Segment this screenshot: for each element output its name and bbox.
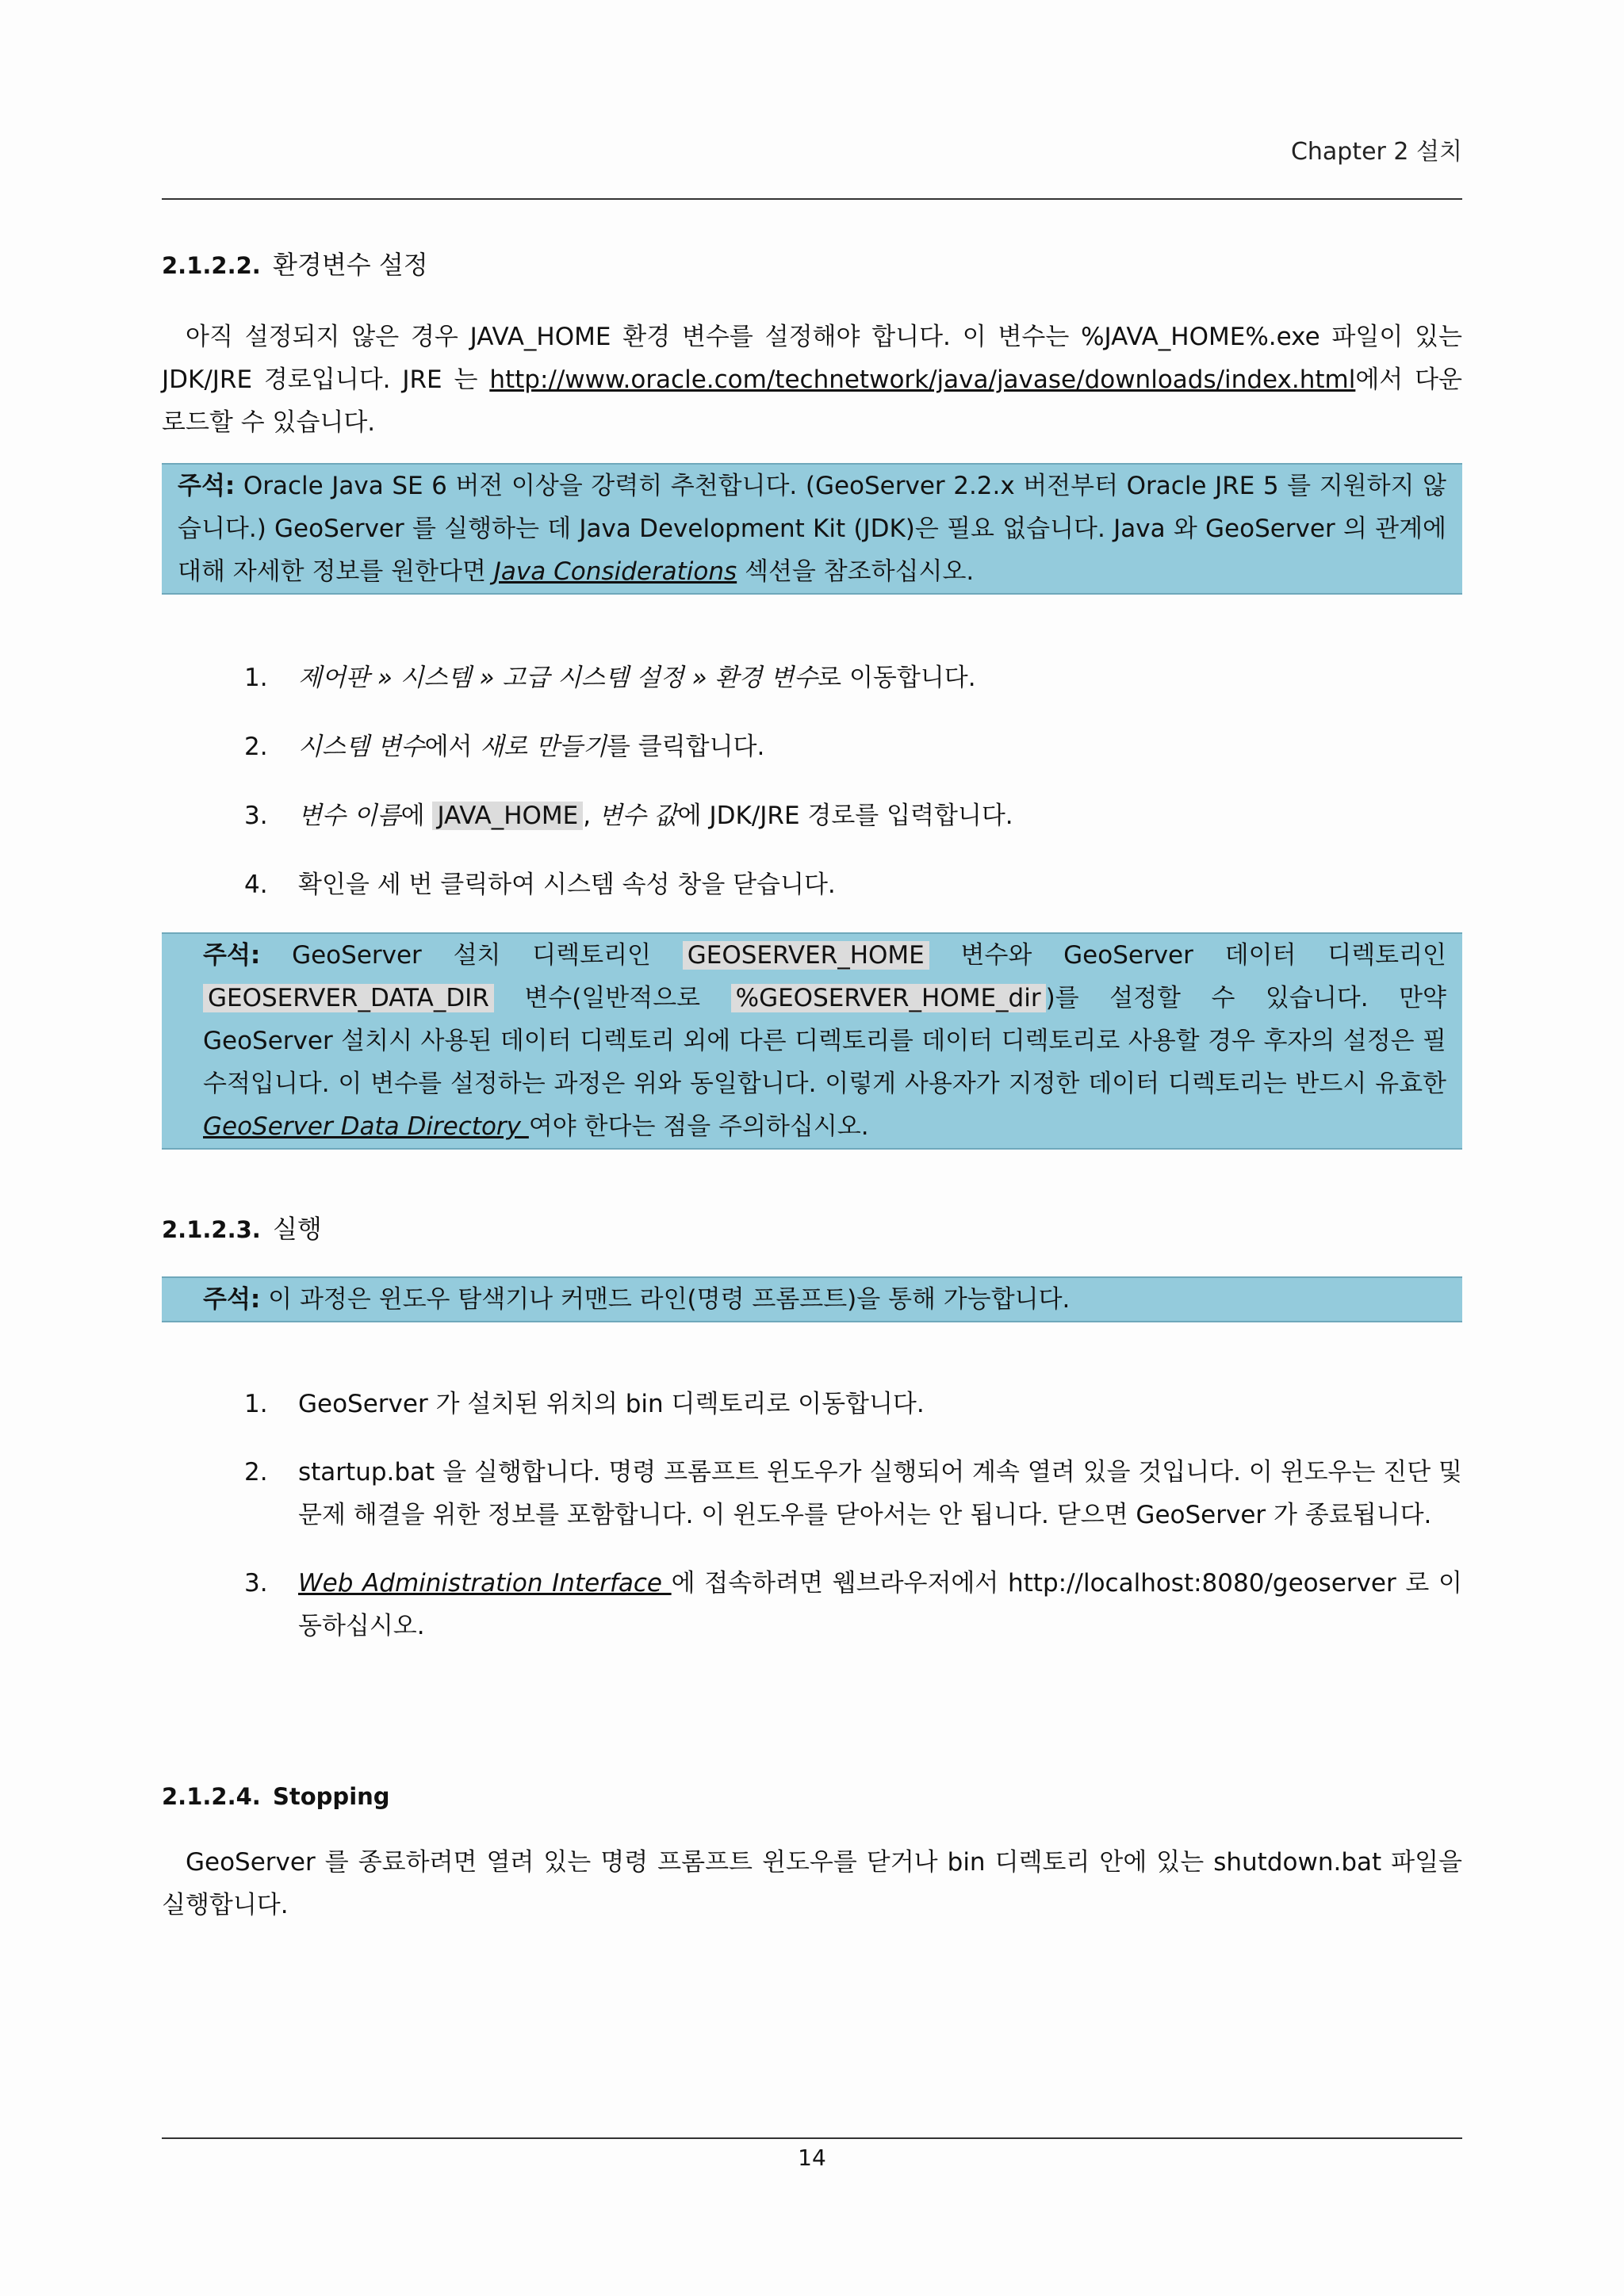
list-item xyxy=(162,863,1462,906)
oracle-download-link[interactable]: http://www.oracle.com/technetwork/java/javase/downloads/index.html xyxy=(489,365,1356,394)
code-geoserver-home: GEOSERVER_HOME xyxy=(683,941,929,970)
section-number: 2.1.2.3. xyxy=(162,1216,261,1243)
note-label: 주석: xyxy=(203,1285,261,1314)
menu-path: 제어판 » 시스템 » 고급 시스템 설정 » 환경 변수 xyxy=(298,664,818,692)
step-text: 에 접속하려면 웹브라우저에서 http://localhost:8080/geoserver 로 이동하십시오. xyxy=(298,1569,1462,1640)
geoserver-data-directory-link[interactable] xyxy=(203,1112,529,1141)
note-text-end: 섹션을 참조하십시오. xyxy=(737,557,975,586)
section-title: 실행 xyxy=(273,1214,322,1244)
ui-term: 새로 만들기 xyxy=(480,733,607,761)
note-label: 주석: xyxy=(178,472,236,500)
note-text: 변수와 GeoServer 데이터 디렉토리인 xyxy=(929,941,1446,970)
note-label: 주석: xyxy=(203,941,261,970)
note-text: GeoServer 설치 디렉토리인 xyxy=(260,941,683,970)
step-number: 3. xyxy=(244,1569,268,1598)
step-number: 2. xyxy=(244,1458,268,1487)
step-number: 2. xyxy=(244,733,268,761)
list-item xyxy=(162,656,1462,699)
note-text: 이 과정은 윈도우 탐색기나 커맨드 라인(명령 프롬프트)을 통해 가능합니다. xyxy=(260,1285,1071,1314)
step-text: , xyxy=(583,802,599,830)
step-number: 4. xyxy=(244,871,268,899)
list-item xyxy=(162,725,1462,768)
step-text: 에 JDK/JRE 경로를 입력합니다. xyxy=(677,802,1013,830)
list-item xyxy=(162,1383,1462,1425)
note-text: )를 설정할 수 있습니다. 만약 GeoServer 설치시 사용된 데이터 디렉토리 외에 다른 디렉토리를 데이터 디렉토리로 사용할 경우 후자의 설정은 필수적입니다. 이 변수를 설정하는 과정은 위와 동일합니다. 이렇게 사용자가 지정한 데이터 디렉토리는 반드시 유효한 xyxy=(203,984,1446,1098)
running-head: Chapter 2 설치 xyxy=(1290,138,1462,166)
header-rule xyxy=(162,198,1462,200)
page-number: 14 xyxy=(798,2145,826,2171)
note-text: 변수(일반적으로 xyxy=(493,984,731,1012)
run-steps xyxy=(162,1383,1462,1647)
section-title: 환경변수 설정 xyxy=(273,250,428,280)
step-text: 를 클릭합니다. xyxy=(606,733,765,761)
section-heading-2-1-2-4 xyxy=(162,1781,390,1812)
step-number: 3. xyxy=(244,802,268,830)
note-data-directory xyxy=(162,932,1462,1150)
code-java-home: JAVA_HOME xyxy=(432,802,583,830)
step-text: 로 이동합니다. xyxy=(818,664,976,692)
env-var-steps xyxy=(162,656,1462,906)
ui-term: 시스템 변수 xyxy=(298,733,425,761)
note-text-end: 여야 한다는 점을 주의하십시오. xyxy=(528,1112,869,1141)
step-text: 에서 xyxy=(424,733,481,761)
section-heading-2-1-2-3 xyxy=(162,1213,322,1246)
note-run-methods xyxy=(162,1276,1462,1322)
web-admin-interface-link[interactable] xyxy=(298,1569,672,1598)
step-text: startup.bat 을 실행합니다. 명령 프롬프트 윈도우가 실행되어 계속 열려 있을 것입니다. 이 윈도우는 진단 및 문제 해결을 위한 정보를 포함합니다. 이 윈도우를 닫아서는 안 됩니다. 닫으면 GeoServer 가 종료됩니다. xyxy=(298,1458,1462,1529)
note-text: Oracle Java SE 6 버전 이상을 강력히 추천합니다. (GeoServer 2.2.x 버전부터 Oracle JRE 5 를 지원하지 않습니다.) GeoServer 를 실행하는 데 Java Development Kit (JDK)은 필요 없습니다. Java 와 GeoServer 의 관계에 대해 자세한 정보를 원한다면 xyxy=(178,472,1446,586)
web-admin-interface-link-text: Web Administration Interface xyxy=(298,1569,672,1598)
section-heading-2-1-2-2 xyxy=(162,249,428,281)
section-title: Stopping xyxy=(273,1783,390,1810)
footer-rule xyxy=(162,2137,1462,2139)
list-item xyxy=(162,1451,1462,1536)
note-java-version xyxy=(162,463,1462,595)
code-geoserver-home-dir: %GEOSERVER_HOME_dir xyxy=(731,984,1046,1012)
list-item xyxy=(162,1562,1462,1647)
para-text: 아직 설정되지 않은 경우 JAVA_HOME 환경 변수를 설정해야 합니다. 이 변수는 %JAVA_HOME%.exe 파일이 있는 JDK/JRE 경로입니다. JRE 는 xyxy=(162,323,1462,394)
step-number: 1. xyxy=(244,664,268,692)
step-text: 에 xyxy=(400,802,433,830)
ui-term: 변수 값 xyxy=(598,802,678,830)
section-number: 2.1.2.4. xyxy=(162,1783,261,1810)
code-geoserver-data-dir: GEOSERVER_DATA_DIR xyxy=(203,984,494,1012)
ui-term: 변수 이름 xyxy=(298,802,401,830)
step-text: GeoServer 가 설치된 위치의 bin 디렉토리로 이동합니다. xyxy=(298,1390,925,1418)
step-text: 확인을 세 번 클릭하여 시스템 속성 창을 닫습니다. xyxy=(298,871,836,899)
java-home-paragraph xyxy=(162,316,1462,444)
step-number: 1. xyxy=(244,1390,268,1418)
section-number: 2.1.2.2. xyxy=(162,252,261,279)
stopping-paragraph xyxy=(162,1841,1462,1927)
geoserver-data-directory-link-text: GeoServer Data Directory xyxy=(203,1112,529,1141)
java-considerations-link-text: Java Considerations xyxy=(493,557,737,586)
list-item xyxy=(162,794,1462,837)
para-text: GeoServer 를 종료하려면 열려 있는 명령 프롬프트 윈도우를 닫거나 bin 디렉토리 안에 있는 shutdown.bat 파일을 실행합니다. xyxy=(162,1848,1462,1919)
para-text-end: 에서 다운로드할 수 있습니다. xyxy=(162,365,1462,437)
java-considerations-link[interactable] xyxy=(494,557,737,586)
